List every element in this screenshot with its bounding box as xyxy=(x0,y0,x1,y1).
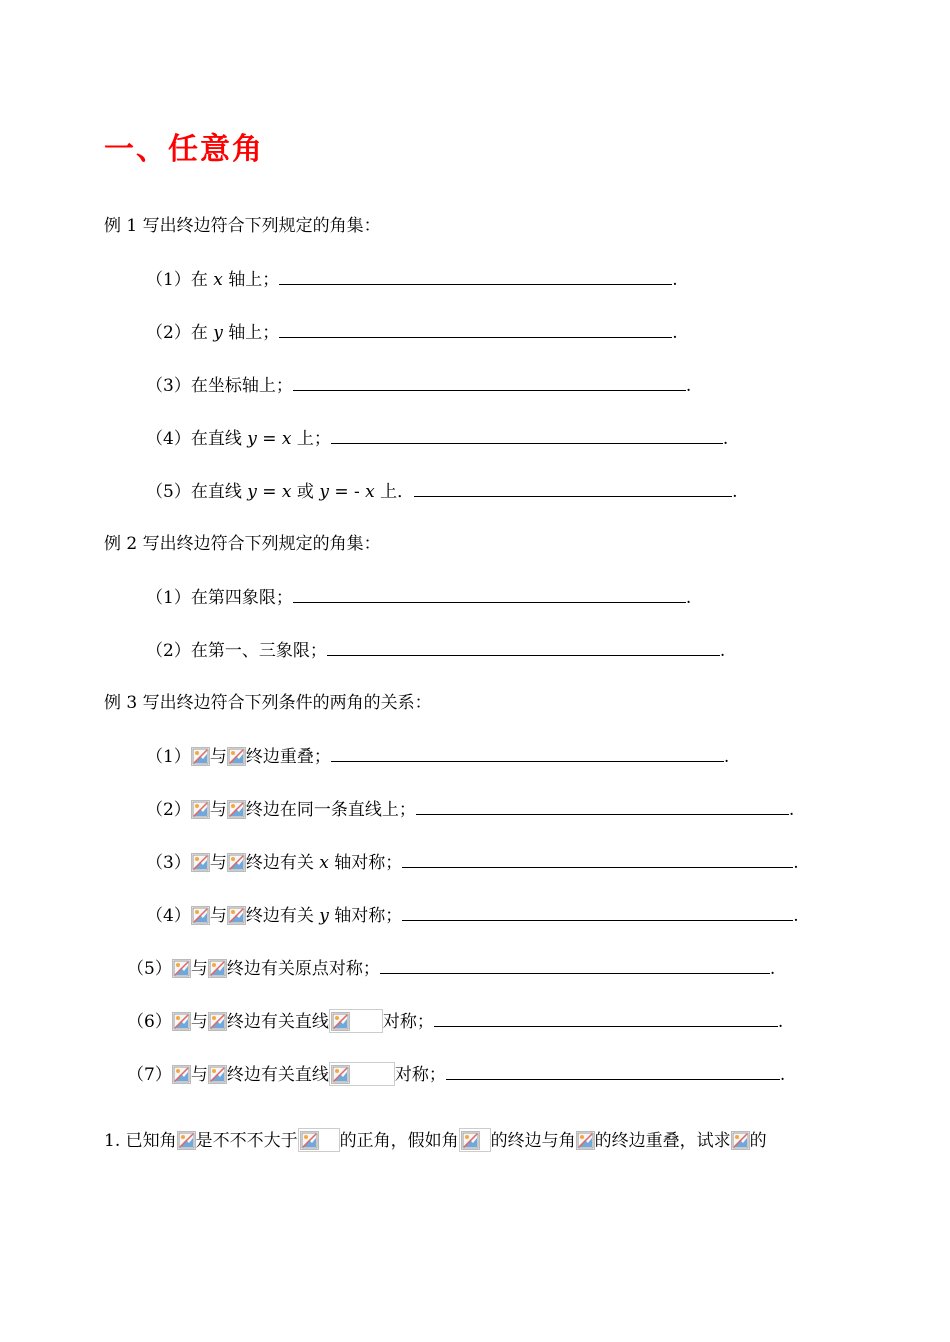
example-3-title: 例 3 写出终边符合下列条件的两角的关系： xyxy=(104,693,432,713)
broken-image-icon xyxy=(227,906,246,925)
answer-blank[interactable] xyxy=(293,373,686,391)
broken-image-icon xyxy=(331,1012,350,1031)
answer-blank[interactable] xyxy=(434,1009,778,1027)
broken-image-icon xyxy=(191,906,210,925)
equation-image-placeholder xyxy=(459,1128,491,1152)
example-3-item-5: （5） 与 终边有关原点对称； . xyxy=(127,956,775,980)
example-3-item-3: （3） 与 终边有关 x 轴对称； . xyxy=(146,850,799,874)
broken-image-icon xyxy=(227,853,246,872)
example-3-item-4: （4） 与 终边有关 y 轴对称； . xyxy=(146,903,799,927)
broken-image-icon xyxy=(172,959,191,978)
answer-blank[interactable] xyxy=(380,956,770,974)
answer-blank[interactable] xyxy=(293,585,686,603)
answer-blank[interactable] xyxy=(414,479,732,497)
answer-blank[interactable] xyxy=(331,744,724,762)
answer-blank[interactable] xyxy=(327,638,720,656)
equation-image-placeholder xyxy=(329,1062,395,1086)
answer-blank[interactable] xyxy=(279,267,672,285)
broken-image-icon xyxy=(208,1012,227,1031)
broken-image-icon xyxy=(172,1012,191,1031)
example-2-item-2: （2）在第一、三象限； . xyxy=(146,638,725,662)
broken-image-icon xyxy=(191,853,210,872)
example-3-item-1: （1） 与 终边重叠； . xyxy=(146,744,729,768)
example-1-item-3: （3）在坐标轴上； . xyxy=(146,373,691,397)
broken-image-icon xyxy=(331,1065,350,1084)
example-3-item-6: （6） 与 终边有关直线 对称； . xyxy=(127,1009,783,1033)
broken-image-icon xyxy=(172,1065,191,1084)
equation-image-placeholder xyxy=(298,1128,340,1152)
section-heading: 一、任意角 xyxy=(104,132,264,167)
example-3-item-2: （2） 与 终边在同一条直线上； . xyxy=(146,797,794,821)
broken-image-icon xyxy=(177,1131,196,1150)
example-1-item-5: （5）在直线 y = x 或 y = - x 上． . xyxy=(146,479,738,503)
broken-image-icon xyxy=(191,747,210,766)
answer-blank[interactable] xyxy=(402,850,793,868)
example-1-item-1: （1）在 x 轴上； . xyxy=(146,267,678,291)
question-1: 1. 已知角 是不不不大于 的正角，假如角 的终边与角 的终边重叠，试求 的 xyxy=(104,1128,767,1152)
equation-image-placeholder xyxy=(329,1009,383,1033)
broken-image-icon xyxy=(461,1131,480,1150)
example-1-title: 例 1 写出终边符合下列规定的角集： xyxy=(104,216,381,236)
answer-blank[interactable] xyxy=(331,426,723,444)
example-1-item-2: （2）在 y 轴上； . xyxy=(146,320,678,344)
broken-image-icon xyxy=(731,1131,750,1150)
broken-image-icon xyxy=(208,1065,227,1084)
broken-image-icon xyxy=(300,1131,319,1150)
answer-blank[interactable] xyxy=(446,1062,780,1080)
broken-image-icon xyxy=(208,959,227,978)
example-2-item-1: （1）在第四象限； . xyxy=(146,585,691,609)
example-2-title: 例 2 写出终边符合下列规定的角集： xyxy=(104,534,381,554)
broken-image-icon xyxy=(227,747,246,766)
example-1-item-4: （4）在直线 y = x 上； . xyxy=(146,426,728,450)
broken-image-icon xyxy=(191,800,210,819)
answer-blank[interactable] xyxy=(416,797,789,815)
example-3-item-7: （7） 与 终边有关直线 对称； . xyxy=(127,1062,785,1086)
answer-blank[interactable] xyxy=(402,903,793,921)
answer-blank[interactable] xyxy=(279,320,672,338)
broken-image-icon xyxy=(576,1131,595,1150)
broken-image-icon xyxy=(227,800,246,819)
